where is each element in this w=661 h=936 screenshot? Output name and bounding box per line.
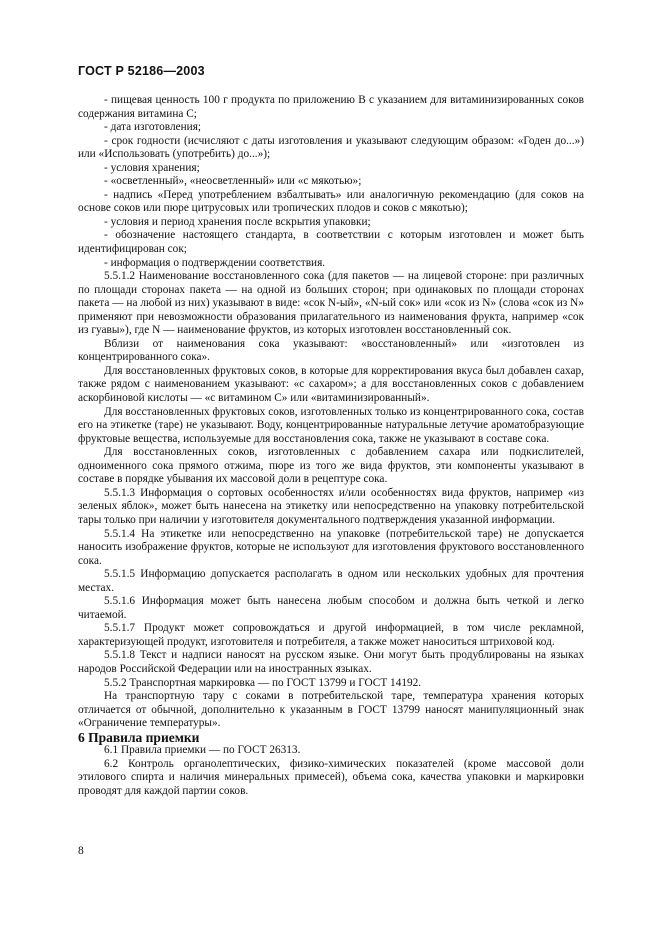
paragraph: Для восстановленных фруктовых соков, в которые для корректирования вкуса был добавлен сахар, также рядом с наименованием указывают: «с сахаром»; а для восстановленных соков с добавлением аскорбиновой кислоты — «с витамином С» или «витаминизированный». <box>78 364 584 405</box>
document-body <box>78 94 584 798</box>
paragraph: На транспортную тару с соками в потребительской таре, температура хранения которых отличается от обычной, дополнительно к указанным в ГОСТ 13799 наносят манипуляционный знак «Ограничение температуры». <box>78 690 584 730</box>
paragraph: Для восстановленных фруктовых соков, изготовленных только из концентрированного сока, состав его на этикетке (таре) не указывают. Воду, концентрированные натуральные летучие ароматобразующие фруктовые вещества, используемые для восстановления сока, также не указывают в составе сока. <box>78 405 584 445</box>
paragraph: - дата изготовления; <box>104 121 202 134</box>
paragraph: 5.5.1.3 Информация о сортовых особенностях и/или особенностях вида фруктов, например «из зеленых яблок», может быть нанесена на этикетку или непосредственно на упаковку потребительской тары только при наличии у изготовителя документального подтверждения указанной информации. <box>78 486 584 526</box>
paragraph: - условия и период хранения после вскрытия упаковки; <box>104 215 371 228</box>
paragraph: 5.5.1.7 Продукт может сопровождаться и другой информацией, в том числе рекламной, характеризующей продукт, изготовителя и потребителя, а также может наноситься штриховой код. <box>78 622 584 648</box>
paragraph: - обозначение настоящего стандарта, в соответствии с которым изготовлен и может быть идентифицирован сок; <box>78 229 584 256</box>
paragraph: - условия хранения; <box>104 161 200 174</box>
paragraph: 6.2 Контроль органолептических, физико-химических показателей (кроме массовой доли этилового спирта и наличия минеральных примесей), объема сока, качества упаковки и маркировки проводят для каждой партии соков. <box>78 757 584 797</box>
paragraph: - срок годности (исчисляют с даты изготовления и указывают следующим образом: «Годен до...») или «Использовать (употребить) до...»); <box>78 134 584 161</box>
paragraph: - информация о подтверждении соответствия. <box>104 256 326 269</box>
paragraph: Для восстановленных соков, изготовленных с добавлением сахара или подкислителей, одноименного сока прямого отжима, пюре из того же вида фруктов, эти компоненты указывают в составе в порядке убывания их массовой доли в рецептуре сока. <box>78 446 584 486</box>
paragraph: 5.5.1.4 На этикетке или непосредственно на упаковке (потребительской таре) не допускается наносить изображение фруктов, которые не используют для изготовления фруктового восстановленного сока. <box>78 527 584 567</box>
paragraph: - надпись «Перед употреблением взбалтывать» или аналогичную рекомендацию (для соков на основе соков или пюре цитрусовых или тропических плодов и соков с мякотью); <box>78 188 584 215</box>
page-number: 8 <box>78 845 84 857</box>
paragraph: 5.5.1.8 Текст и надписи наносят на русском языке. Они могут быть продублированы на языках народов Российской Федерации или на иностранных языках. <box>78 649 584 675</box>
paragraph: 5.5.1.5 Информацию допускается располагать в одном или нескольких удобных для прочтения местах. <box>78 568 584 594</box>
document-header: ГОСТ Р 52186—2003 <box>78 64 205 78</box>
section-title: 6 Правила приемки <box>78 729 200 745</box>
paragraph: - пищевая ценность 100 г продукта по приложению В с указанием для витаминизированных соков содержания витамина С; <box>78 94 584 120</box>
paragraph: Вблизи от наименования сока указывают: «восстановленный» или «изготовлен из концентрированного сока». <box>78 337 584 364</box>
paragraph: 6.1 Правила приемки — по ГОСТ 26313. <box>104 744 301 757</box>
paragraph: 5.5.2 Транспортная маркировка — по ГОСТ 13799 и ГОСТ 14192. <box>104 676 422 689</box>
paragraph: - «осветленный», «неосветленный» или «с мякотью»; <box>104 175 362 188</box>
paragraph: 5.5.1.6 Информация может быть нанесена любым способом и должна быть четкой и легко читаемой. <box>78 595 584 621</box>
paragraph: 5.5.1.2 Наименование восстановленного сока (для пакетов — на лицевой стороне: при различных по площади сторонах пакета — на одной из больших сторон; при одинаковых по площади сторонах пакета — на любой из них) указывают в виде: «сок N-ый», «N-ый сок» или «сок из N» (слова «сок из N» применяют при невозможности образования прилагательного из наименования фрукта, например «сок из гуавы»), где N — наименование фруктов, из которых изготовлен восстановленный сок. <box>78 270 584 337</box>
